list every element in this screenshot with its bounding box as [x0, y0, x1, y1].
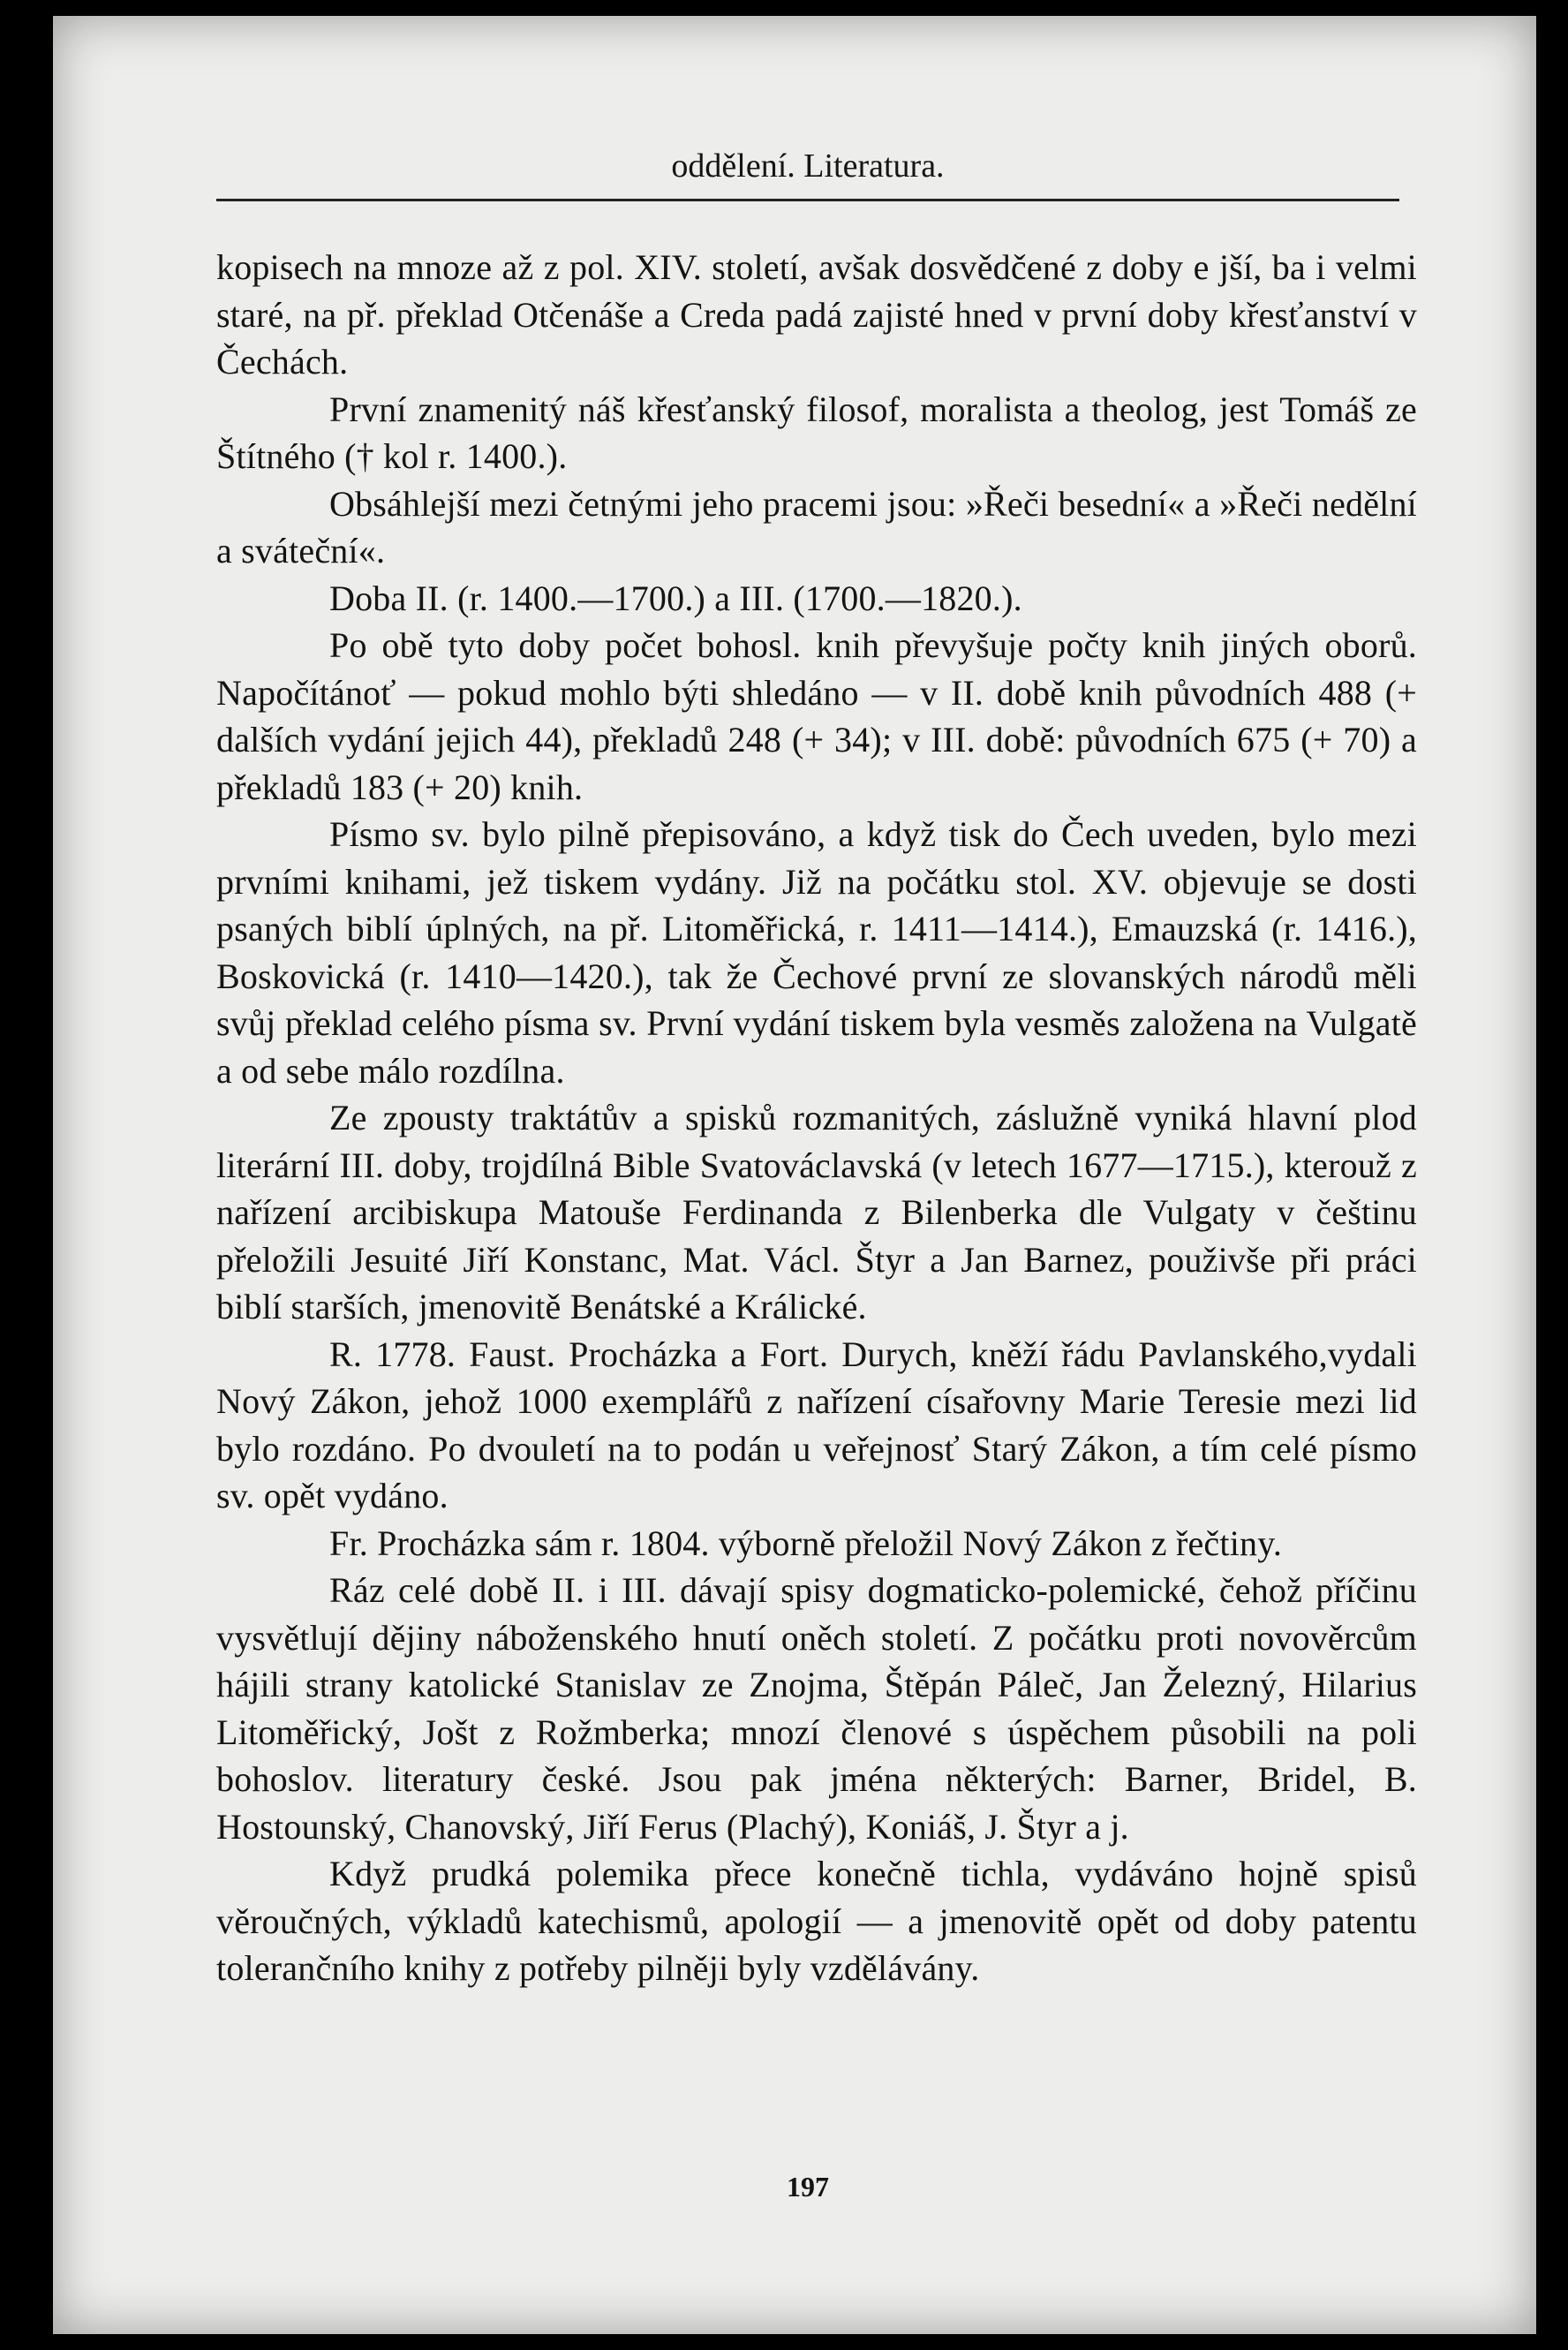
- paragraph: Obsáhlejší mezi četnými jeho pracemi jsou: »Řeči besední« a »Řeči nedělní a sváteční«.: [216, 483, 1417, 570]
- paragraph: Písmo sv. bylo pilně přepisováno, a když tisk do Čech uveden, bylo mezi prvními knihami, jež tiskem vydány. Již na počátku stol. XV. objevuje se dosti psaných biblí úplných, na př. Litoměřická, r. 1411—1414.), Emauzská (r. 1416.), Boskovická (r. 1410—1420.), tak že Čechové první ze slovanských národů měli svůj překlad celého písma sv. První vydání tiskem byla vesměs založena na Vulgatě a od sebe málo rozdílna.: [216, 814, 1417, 1091]
- body-text: [216, 244, 1417, 1992]
- header-divider: [216, 199, 1399, 201]
- paragraph: kopisech na mnoze až z pol. XIV. století, avšak dosvědčené z doby e jší, ba i velmi staré, na př. překlad Otčenáše a Creda padá zajisté hned v první doby křesťanství v Čechách.: [216, 247, 1417, 382]
- paragraph: První znamenitý náš křesťanský filosof, moralista a theolog, jest Tomáš ze Štítného († kol r. 1400.).: [216, 389, 1417, 476]
- paragraph: Fr. Procházka sám r. 1804. výborně přeložil Nový Zákon z řečtiny.: [329, 1523, 1283, 1563]
- paragraph: Ráz celé době II. i III. dávají spisy dogmaticko-polemické, čehož příčinu vysvětlují dějiny náboženského hnutí oněch století. Z počátku proti novověrcům hájili strany katolické Stanislav ze Znojma, Štěpán Páleč, Jan Železný, Hilarius Litoměřický, Jošt z Rožmberka; mnozí členové s úspěchem působili na poli bohoslov. literatury české. Jsou pak jména některých: Barner, Bridel, B. Hostounský, Chanovský, Jiří Ferus (Plachý), Koniáš, J. Štyr a j.: [216, 1570, 1417, 1847]
- paragraph: Když prudká polemika přece konečně tichla, vydáváno hojně spisů věroučných, výkladů katechismů, apologií — a jmenovitě opět od doby patentu tolerančního knihy z potřeby pilněji byly vzdělávány.: [216, 1854, 1417, 1988]
- book-page: [53, 16, 1536, 2334]
- paragraph: R. 1778. Faust. Procházka a Fort. Durych, kněží řádu Pavlanského,vydali Nový Zákon, jehož 1000 exemplářů z nařízení císařovny Marie Teresie mezi lid bylo rozdáno. Po dvouletí na to podán u veřejnosť Starý Zákon, a tím celé písmo sv. opět vydáno.: [216, 1334, 1417, 1515]
- paragraph: Po obě tyto doby počet bohosl. knih převyšuje počty knih jiných oborů. Napočítánoť — pokud mohlo býti shledáno — v II. době knih původních 488 (+ dalších vydání jejich 44), překladů 248 (+ 34); v III. době: původních 675 (+ 70) a překladů 183 (+ 20) knih.: [216, 625, 1417, 807]
- running-header: oddělení. Literatura.: [671, 147, 945, 185]
- paragraph: Doba II. (r. 1400.—1700.) a III. (1700.—1820.).: [329, 578, 1022, 618]
- paragraph: Ze zpousty traktátův a spisků rozmanitých, záslužně vyniká hlavní plod literární III. doby, trojdílná Bible Svatováclavská (v letech 1677—1715.), kterouž z nařízení arcibiskupa Matouše Ferdinanda z Bilenberka dle Vulgaty v češtinu přeložili Jesuité Jiří Konstanc, Mat. Václ. Štyr a Jan Barnez, použivše při práci biblí starších, jmenovitě Benátské a Králické.: [216, 1098, 1417, 1326]
- page-number: 197: [787, 2171, 829, 2203]
